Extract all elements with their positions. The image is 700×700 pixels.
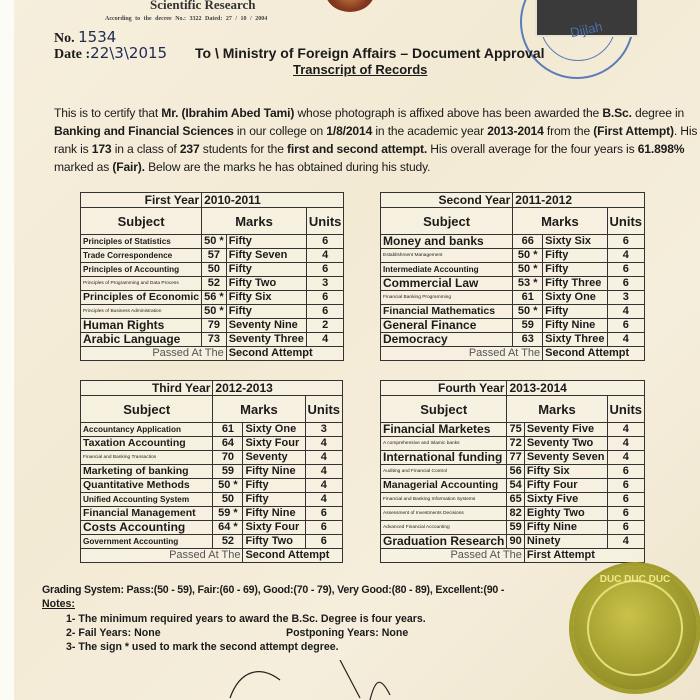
- course-units: 4: [607, 305, 645, 319]
- subject-header: Subject: [381, 396, 507, 423]
- year-label: Fourth Year: [381, 381, 507, 396]
- year-header-row: [81, 193, 344, 208]
- document-number-value: 1534: [78, 28, 117, 46]
- course-subject: Intermediate Accounting: [381, 263, 513, 277]
- course-row: [381, 451, 645, 465]
- fourth-year-table: [380, 380, 645, 563]
- course-subject: Principles of Business Administration: [81, 305, 202, 319]
- year-range: 2013-2014: [507, 381, 645, 396]
- course-mark: 59 *: [213, 507, 243, 521]
- course-subject: Principles of Accounting: [81, 263, 202, 277]
- subject-header: Subject: [81, 208, 202, 235]
- course-row: [81, 465, 343, 479]
- course-subject: Taxation Accounting: [81, 437, 213, 451]
- course-mark-words: Fifty Six: [524, 465, 607, 479]
- course-row: [381, 305, 645, 319]
- course-mark: 57: [202, 249, 227, 263]
- year-header-row: [381, 381, 645, 396]
- course-row: [381, 423, 645, 437]
- course-subject: Principles of Programming and Data Process: [81, 277, 202, 291]
- course-mark-words: Sixty Four: [243, 521, 305, 535]
- course-mark: 63: [513, 333, 543, 347]
- year-header-row: [381, 193, 645, 208]
- signature: [220, 660, 420, 700]
- degree: B.Sc.: [602, 106, 632, 120]
- course-mark-words: Seventy Seven: [524, 451, 607, 465]
- course-units: 6: [306, 235, 344, 249]
- course-subject: Arabic Language: [81, 333, 202, 347]
- course-mark-words: Sixty One: [243, 423, 305, 437]
- course-mark: 50 *: [513, 263, 543, 277]
- course-subject: Graduation Research: [381, 535, 507, 549]
- column-header-row: [381, 396, 645, 423]
- course-row: [381, 291, 645, 305]
- course-units: 4: [607, 249, 645, 263]
- course-row: [81, 263, 344, 277]
- course-units: 4: [306, 333, 344, 347]
- course-mark-words: Fifty: [543, 305, 607, 319]
- course-subject: Principles of Economic: [81, 291, 202, 305]
- college-emblem: [325, 0, 375, 12]
- course-mark: 50 *: [202, 235, 227, 249]
- course-subject: General Finance: [381, 319, 513, 333]
- course-units: 6: [607, 235, 645, 249]
- year-label: Third Year: [81, 381, 213, 396]
- course-subject: Human Rights: [81, 319, 202, 333]
- course-mark-words: Seventy: [243, 451, 305, 465]
- units-header: Units: [607, 208, 645, 235]
- course-row: [381, 535, 645, 549]
- course-subject: Financial and Banking Transaction: [81, 451, 213, 465]
- intro-text: degree in: [631, 106, 685, 120]
- document-date-value: 22\3\2015: [90, 44, 168, 62]
- passed-row: [81, 549, 343, 563]
- document-date: [54, 44, 167, 63]
- course-row: [81, 305, 344, 319]
- course-mark: 59: [213, 465, 243, 479]
- course-row: [81, 479, 343, 493]
- year-range: 2011-2012: [513, 193, 645, 208]
- major: Banking and Financial Sciences: [54, 124, 234, 138]
- course-row: [81, 423, 343, 437]
- course-mark: 61: [213, 423, 243, 437]
- course-row: [81, 507, 343, 521]
- course-subject: Government Accounting: [81, 535, 213, 549]
- course-mark-words: Fifty Three: [543, 277, 607, 291]
- course-mark: 77: [507, 451, 524, 465]
- course-subject: Advanced Financial Accounting: [381, 521, 507, 535]
- document-date-label: Date :: [54, 47, 91, 62]
- course-row: [81, 437, 343, 451]
- certification-paragraph: [54, 104, 700, 176]
- course-mark-words: Fifty Four: [524, 479, 607, 493]
- decree-line: According to the decree No.: 3322 Dated: 27 / 10 / 2004: [105, 16, 268, 22]
- course-mark: 65: [507, 493, 524, 507]
- course-mark-words: Fifty Nine: [543, 319, 607, 333]
- course-subject: Financial Management: [81, 507, 213, 521]
- course-mark-words: Fifty Two: [226, 277, 306, 291]
- course-row: [381, 277, 645, 291]
- course-units: 4: [607, 437, 645, 451]
- course-mark: 61: [513, 291, 543, 305]
- page-margin: [0, 0, 14, 700]
- course-mark-words: Fifty Nine: [524, 521, 607, 535]
- attempt: (First Attempt): [593, 124, 674, 138]
- course-units: 4: [305, 479, 343, 493]
- course-mark: 54: [507, 479, 524, 493]
- course-mark: 72: [507, 437, 524, 451]
- passed-label: Passed At The: [381, 549, 525, 563]
- course-subject: Costs Accounting: [81, 521, 213, 535]
- course-subject: Quantitative Methods: [81, 479, 213, 493]
- marks-header: Marks: [202, 208, 307, 235]
- course-row: [381, 521, 645, 535]
- course-mark: 79: [202, 319, 227, 333]
- intro-text: from the: [543, 124, 594, 138]
- course-row: [381, 465, 645, 479]
- intro-text: Below are the marks he has obtained during his study.: [144, 160, 431, 174]
- column-header-row: [81, 208, 344, 235]
- course-mark-words: Fifty Seven: [226, 249, 306, 263]
- marks-header: Marks: [213, 396, 305, 423]
- course-subject: Principles of Statistics: [81, 235, 202, 249]
- course-row: [81, 493, 343, 507]
- course-mark-words: Fifty: [226, 263, 306, 277]
- course-subject: Establishment Management: [381, 249, 513, 263]
- course-row: [81, 333, 344, 347]
- course-row: [381, 319, 645, 333]
- course-mark-words: Seventy Nine: [226, 319, 306, 333]
- course-units: 6: [306, 291, 344, 305]
- course-mark: 82: [507, 507, 524, 521]
- course-units: 3: [607, 291, 645, 305]
- course-mark: 90: [507, 535, 524, 549]
- course-mark-words: Fifty: [243, 493, 305, 507]
- note-1: 1- The minimum required years to award the B.Sc. Degree is four years.: [66, 613, 426, 625]
- course-mark-words: Sixty Five: [524, 493, 607, 507]
- first-year-table: [80, 192, 344, 361]
- course-mark-words: Seventy Two: [524, 437, 607, 451]
- passed-label: Passed At The: [81, 549, 243, 563]
- course-mark: 70: [213, 451, 243, 465]
- course-mark: 59: [513, 319, 543, 333]
- intro-text: in a class of: [111, 142, 180, 156]
- course-units: 6: [607, 319, 645, 333]
- course-units: 4: [305, 493, 343, 507]
- year-range: 2012-2013: [213, 381, 343, 396]
- course-subject: Commercial Law: [381, 277, 513, 291]
- course-units: 4: [305, 465, 343, 479]
- course-subject: Financial Marketes: [381, 423, 507, 437]
- year-label: Second Year: [381, 193, 513, 208]
- course-row: [381, 437, 645, 451]
- course-units: 4: [607, 423, 645, 437]
- subject-header: Subject: [81, 396, 213, 423]
- course-units: 3: [305, 423, 343, 437]
- course-units: 6: [305, 521, 343, 535]
- gold-seal: [573, 566, 697, 690]
- course-row: [81, 451, 343, 465]
- passed-attempt: Second Attempt: [243, 549, 343, 563]
- course-mark: 56 *: [202, 291, 227, 305]
- intro-text: whose photograph is affixed above has been awarded the: [294, 106, 603, 120]
- course-row: [381, 263, 645, 277]
- intro-text: This is to certify that: [54, 106, 162, 120]
- course-mark: 56: [507, 465, 524, 479]
- course-subject: Democracy: [381, 333, 513, 347]
- overall-average: 61.898%: [637, 142, 685, 156]
- course-mark: 50: [202, 263, 227, 277]
- units-header: Units: [305, 396, 343, 423]
- intro-text: . His rank is: [54, 124, 698, 156]
- academic-year: 2013-2014: [487, 124, 544, 138]
- course-units: 4: [306, 249, 344, 263]
- course-units: 6: [607, 507, 645, 521]
- course-subject: International funding: [381, 451, 507, 465]
- course-row: [381, 235, 645, 249]
- course-mark: 64 *: [213, 521, 243, 535]
- course-units: 6: [306, 305, 344, 319]
- course-row: [81, 235, 344, 249]
- course-mark-words: Fifty Six: [226, 291, 306, 305]
- marks-header: Marks: [507, 396, 607, 423]
- passed-label: Passed At The: [81, 347, 227, 361]
- course-mark: 64: [213, 437, 243, 451]
- course-mark-words: Fifty: [243, 479, 305, 493]
- seal-ring: [587, 580, 683, 676]
- course-mark-words: Fifty Nine: [243, 465, 305, 479]
- course-units: 6: [607, 479, 645, 493]
- ministry-line: Scientific Research: [150, 0, 256, 12]
- third-year-table: [80, 380, 343, 563]
- course-units: 4: [607, 535, 645, 549]
- seal-text: DUC DUC DUC: [599, 574, 671, 585]
- course-mark: 73: [202, 333, 227, 347]
- stamp-text: Dijlah: [568, 18, 604, 41]
- passed-row: [381, 347, 645, 361]
- units-header: Units: [607, 396, 645, 423]
- course-subject: Accountancy Application: [81, 423, 213, 437]
- intro-text: in the academic year: [372, 124, 488, 138]
- rank: 173: [91, 142, 112, 156]
- grading-system: Grading System: Pass:(50 - 59), Fair:(60 - 69), Good:(70 - 79), Very Good:(80 - 89), Excellent:(90 -: [42, 584, 505, 596]
- course-units: 6: [607, 263, 645, 277]
- course-units: 2: [306, 319, 344, 333]
- notes-title: Notes:: [42, 598, 75, 610]
- course-subject: Auditing and Financial Control: [381, 465, 507, 479]
- course-subject: Money and banks: [381, 235, 513, 249]
- course-subject: Unified Accounting System: [81, 493, 213, 507]
- course-row: [81, 319, 344, 333]
- column-header-row: [381, 208, 645, 235]
- course-row: [81, 535, 343, 549]
- overall-grade: (Fair).: [112, 160, 145, 174]
- course-row: [81, 521, 343, 535]
- note-3: 3- The sign * used to mark the second attempt degree.: [66, 641, 339, 653]
- course-mark: 50 *: [213, 479, 243, 493]
- intro-text: in our college on: [233, 124, 327, 138]
- course-row: [381, 479, 645, 493]
- course-units: 6: [306, 263, 344, 277]
- course-mark: 53 *: [513, 277, 543, 291]
- passed-attempt: Second Attempt: [543, 347, 645, 361]
- course-mark-words: Fifty Two: [243, 535, 305, 549]
- course-mark: 50 *: [513, 305, 543, 319]
- course-mark-words: Seventy Five: [524, 423, 607, 437]
- course-mark: 50 *: [513, 249, 543, 263]
- graduation-date: 1/8/2014: [326, 124, 373, 138]
- course-subject: Marketing of banking: [81, 465, 213, 479]
- course-row: [381, 507, 645, 521]
- course-subject: Assessment of Investments Decisions: [381, 507, 507, 521]
- course-units: 6: [607, 521, 645, 535]
- year-header-row: [81, 381, 343, 396]
- course-row: [381, 493, 645, 507]
- course-units: 6: [607, 277, 645, 291]
- intro-text: His overall average for the four years is: [427, 142, 638, 156]
- document-number-label: No.: [54, 31, 75, 46]
- recipient-line: To \ Ministry of Foreign Affairs – Document Approval: [195, 45, 545, 61]
- class-size: 237: [179, 142, 200, 156]
- course-mark-words: Fifty: [226, 235, 306, 249]
- course-row: [81, 277, 344, 291]
- course-mark: 50 *: [202, 305, 227, 319]
- intro-text: marked as: [54, 160, 113, 174]
- student-name: Mr. (Ibrahim Abed Tami): [161, 106, 295, 120]
- course-units: 4: [607, 333, 645, 347]
- passed-label: Passed At The: [381, 347, 543, 361]
- year-label: First Year: [81, 193, 202, 208]
- column-header-row: [81, 396, 343, 423]
- note-2: 2- Fail Years: None: [66, 627, 161, 639]
- course-mark: 50: [213, 493, 243, 507]
- course-mark-words: Sixty Six: [543, 235, 607, 249]
- course-mark-words: Fifty: [543, 263, 607, 277]
- course-units: 4: [305, 437, 343, 451]
- course-mark-words: Sixty Three: [543, 333, 607, 347]
- course-row: [81, 249, 344, 263]
- course-subject: Financial and Banking Information Systems: [381, 493, 507, 507]
- marks-header: Marks: [513, 208, 607, 235]
- course-subject: Managerial Accounting: [381, 479, 507, 493]
- passed-row: [381, 549, 645, 563]
- document-title: Transcript of Records: [293, 62, 428, 77]
- intro-text: students for the: [199, 142, 287, 156]
- passed-attempt: First Attempt: [524, 549, 644, 563]
- course-mark-words: Sixty One: [543, 291, 607, 305]
- course-mark-words: Seventy Three: [226, 333, 306, 347]
- course-row: [381, 333, 645, 347]
- course-units: 6: [607, 465, 645, 479]
- course-units: 6: [305, 535, 343, 549]
- course-mark-words: Eighty Two: [524, 507, 607, 521]
- course-units: 4: [305, 451, 343, 465]
- course-mark-words: Ninety: [524, 535, 607, 549]
- subject-header: Subject: [381, 208, 513, 235]
- course-units: 3: [306, 277, 344, 291]
- postponing-years: Postponing Years: None: [286, 627, 409, 639]
- course-units: 6: [305, 507, 343, 521]
- units-header: Units: [306, 208, 344, 235]
- course-mark-words: Fifty: [543, 249, 607, 263]
- passed-row: [81, 347, 344, 361]
- course-subject: Financial Banking Programming: [381, 291, 513, 305]
- attempt-scope: first and second attempt.: [286, 142, 428, 156]
- course-row: [381, 249, 645, 263]
- second-year-table: [380, 192, 645, 361]
- course-mark: 52: [213, 535, 243, 549]
- course-units: 6: [607, 493, 645, 507]
- course-units: 4: [607, 451, 645, 465]
- course-subject: Financial Mathematics: [381, 305, 513, 319]
- year-range: 2010-2011: [202, 193, 344, 208]
- course-mark: 75: [507, 423, 524, 437]
- course-row: [81, 291, 344, 305]
- course-mark: 59: [507, 521, 524, 535]
- course-mark-words: Sixty Four: [243, 437, 305, 451]
- course-mark-words: Fifty: [226, 305, 306, 319]
- course-mark-words: Fifty Nine: [243, 507, 305, 521]
- course-subject: A comprehensive and Islamic banks: [381, 437, 507, 451]
- course-subject: Trade Correspondence: [81, 249, 202, 263]
- passed-attempt: Second Attempt: [226, 347, 344, 361]
- course-mark: 66: [513, 235, 543, 249]
- course-mark: 52: [202, 277, 227, 291]
